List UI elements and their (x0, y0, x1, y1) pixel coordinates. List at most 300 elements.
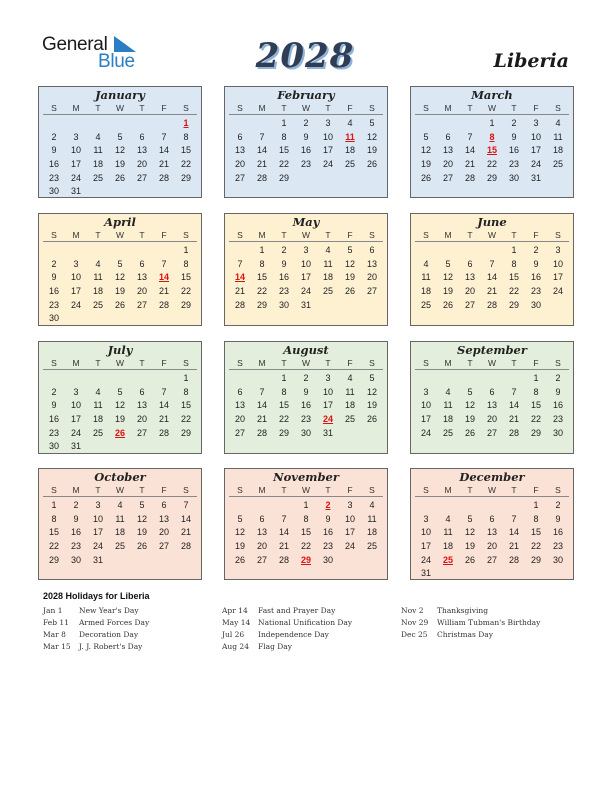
day-cell: 28 (158, 172, 169, 183)
weekday-header: S (361, 484, 383, 497)
day-cell: 2 (511, 118, 517, 128)
holiday-date: Aug 24 (222, 642, 249, 651)
weekday-header: W (295, 357, 317, 370)
day-cell: 11 (553, 131, 563, 142)
day-cell: 7 (281, 513, 287, 524)
holiday-date: Mar 8 (43, 630, 66, 639)
day-cell: 21 (234, 286, 245, 297)
day-cell: 9 (51, 145, 57, 156)
weekday-header: M (65, 484, 87, 497)
day-cell: 12 (366, 386, 377, 397)
day-cell: 15 (180, 272, 191, 283)
day-cell: 19 (442, 286, 453, 297)
holiday-item (222, 641, 352, 653)
weekday-header: T (503, 102, 525, 115)
empty-cell (65, 371, 87, 385)
month-name: January (95, 88, 145, 102)
day-cell: 9 (73, 513, 79, 524)
day-cell: 3 (347, 500, 353, 510)
day-cell: 19 (420, 159, 431, 170)
day-cell: 19 (366, 145, 377, 156)
day-cell: 25 (92, 427, 103, 438)
day-cell: 16 (322, 527, 333, 538)
day-cell: 22 (180, 159, 191, 170)
day-cell: 18 (552, 145, 563, 156)
day-cell: 6 (489, 386, 495, 397)
day-cell: 30 (552, 427, 563, 438)
month-name: July (107, 343, 133, 357)
day-cell: 30 (278, 299, 289, 310)
holiday-item (222, 629, 352, 641)
day-cell: 9 (325, 513, 331, 524)
weekday-header: S (175, 229, 197, 242)
weekday-header: S (415, 484, 437, 497)
day-cell: 12 (366, 131, 377, 142)
day-cell: 23 (322, 541, 333, 552)
empty-cell (153, 371, 175, 385)
month-name: February (277, 88, 335, 102)
day-cell: 9 (555, 386, 561, 397)
day-cell: 27 (234, 172, 245, 183)
weekday-header: F (339, 102, 361, 115)
weekday-header: M (251, 484, 273, 497)
day-cell: 3 (555, 245, 561, 255)
day-cell: 19 (136, 527, 147, 538)
day-cell: 20 (464, 286, 475, 297)
weekday-header: S (175, 357, 197, 370)
day-cell: 15 (530, 400, 541, 411)
holiday-day: 11 (345, 131, 355, 142)
day-cell: 8 (303, 513, 309, 524)
day-cell: 24 (420, 427, 431, 438)
day-cell: 24 (70, 427, 81, 438)
day-cell: 13 (136, 272, 147, 283)
day-cell: 11 (443, 400, 453, 411)
day-cell: 10 (70, 145, 81, 156)
month-name: November (273, 470, 339, 484)
month-may (224, 213, 388, 326)
day-cell: 2 (303, 373, 309, 383)
day-cell: 21 (256, 414, 267, 425)
day-cell: 1 (281, 373, 287, 383)
day-cell: 22 (300, 541, 311, 552)
day-cell: 24 (70, 172, 81, 183)
day-cell: 14 (180, 513, 191, 524)
day-cell: 5 (117, 386, 123, 397)
empty-cell (131, 243, 153, 257)
month-december (410, 468, 574, 580)
day-cell: 9 (303, 386, 309, 397)
weekday-header: F (525, 484, 547, 497)
day-cell: 3 (73, 386, 79, 397)
day-cell: 9 (281, 258, 287, 269)
day-cell: 27 (158, 541, 169, 552)
day-cell: 4 (347, 373, 353, 383)
day-cell: 25 (442, 427, 453, 438)
day-cell: 21 (158, 159, 169, 170)
month-april (38, 213, 202, 326)
holiday-column (43, 605, 149, 653)
weekday-header: W (295, 484, 317, 497)
day-cell: 21 (158, 286, 169, 297)
day-cell: 14 (508, 400, 519, 411)
holiday-name: Decoration Day (79, 630, 139, 639)
weekday-header: M (251, 102, 273, 115)
day-cell: 15 (508, 272, 519, 283)
weekday-header: F (339, 484, 361, 497)
day-cell: 6 (237, 131, 243, 142)
holiday-name: New Year's Day (79, 606, 139, 615)
weekday-header: S (229, 484, 251, 497)
day-cell: 26 (114, 172, 125, 183)
day-cell: 21 (158, 414, 169, 425)
day-cell: 23 (48, 427, 59, 438)
day-cell: 17 (70, 286, 81, 297)
day-cell: 27 (136, 427, 147, 438)
day-cell: 27 (136, 299, 147, 310)
day-cell: 21 (486, 286, 497, 297)
day-cell: 26 (420, 172, 431, 183)
weekday-header: F (153, 357, 175, 370)
day-cell: 27 (486, 554, 497, 565)
holiday-day: 29 (300, 554, 311, 565)
day-cell: 11 (93, 272, 103, 283)
empty-cell (251, 371, 273, 385)
empty-cell (251, 116, 273, 130)
day-cell: 17 (70, 414, 81, 425)
day-cell: 16 (552, 527, 563, 538)
day-cell: 18 (420, 286, 431, 297)
day-cell: 27 (464, 299, 475, 310)
empty-cell (87, 243, 109, 257)
day-cell: 23 (48, 172, 59, 183)
weekday-header: S (175, 484, 197, 497)
day-cell: 20 (136, 159, 147, 170)
holiday-name: Fast and Prayer Day (258, 606, 336, 615)
day-cell: 1 (533, 373, 539, 383)
empty-cell (415, 371, 437, 385)
weekday-header: F (525, 357, 547, 370)
weekday-header: T (87, 229, 109, 242)
day-cell: 22 (48, 541, 59, 552)
day-cell: 3 (423, 513, 429, 524)
day-cell: 6 (445, 131, 451, 142)
day-cell: 17 (322, 400, 333, 411)
day-cell: 28 (464, 172, 475, 183)
day-cell: 16 (300, 145, 311, 156)
holiday-date: Dec 25 (401, 630, 428, 639)
weekday-header: M (437, 484, 459, 497)
day-cell: 11 (345, 386, 355, 397)
day-cell: 29 (48, 554, 59, 565)
day-cell: 30 (530, 299, 541, 310)
day-cell: 8 (51, 513, 57, 524)
weekday-header: W (481, 484, 503, 497)
month-name: March (471, 88, 513, 102)
holiday-day: 25 (442, 554, 453, 565)
day-cell: 18 (92, 159, 103, 170)
day-cell: 19 (464, 541, 475, 552)
day-cell: 28 (158, 427, 169, 438)
day-cell: 16 (508, 145, 519, 156)
day-cell: 17 (420, 541, 431, 552)
day-cell: 20 (486, 541, 497, 552)
month-name: May (292, 215, 320, 229)
day-cell: 18 (442, 541, 453, 552)
day-cell: 7 (259, 386, 265, 397)
day-cell: 25 (92, 299, 103, 310)
day-cell: 4 (445, 513, 451, 524)
day-cell: 2 (303, 118, 309, 128)
holiday-name: Armed Forces Day (79, 618, 150, 627)
weekday-header: F (339, 357, 361, 370)
holiday-date: Apr 14 (222, 606, 248, 615)
month-august (224, 341, 388, 454)
day-cell: 14 (508, 527, 519, 538)
day-cell: 26 (366, 414, 377, 425)
day-cell: 10 (300, 258, 311, 269)
day-cell: 2 (555, 500, 561, 510)
day-cell: 7 (161, 386, 167, 397)
day-cell: 29 (486, 172, 497, 183)
day-cell: 4 (95, 131, 101, 142)
weekday-header: S (361, 229, 383, 242)
day-cell: 25 (366, 541, 377, 552)
weekday-header: T (273, 102, 295, 115)
weekday-header: W (109, 102, 131, 115)
day-cell: 31 (300, 299, 311, 310)
day-cell: 8 (281, 386, 287, 397)
empty-cell (437, 498, 459, 512)
month-name: June (477, 215, 507, 229)
holiday-date: Jul 26 (222, 630, 245, 639)
empty-cell (131, 116, 153, 130)
month-july (38, 341, 202, 454)
day-cell: 24 (300, 286, 311, 297)
day-cell: 8 (281, 131, 287, 142)
day-cell: 15 (530, 527, 541, 538)
holiday-name: J. J. Robert's Day (79, 642, 143, 651)
weekday-header: F (153, 229, 175, 242)
day-cell: 10 (322, 386, 333, 397)
day-cell: 14 (158, 145, 169, 156)
empty-cell (415, 498, 437, 512)
day-cell: 28 (486, 299, 497, 310)
day-cell: 21 (180, 527, 191, 538)
day-cell: 5 (369, 118, 375, 128)
day-cell: 14 (486, 272, 497, 283)
weekday-header: F (153, 484, 175, 497)
day-cell: 7 (259, 131, 265, 142)
holiday-date: Nov 2 (401, 606, 424, 615)
day-cell: 24 (552, 286, 563, 297)
day-cell: 26 (464, 427, 475, 438)
weekday-header: T (273, 484, 295, 497)
day-cell: 25 (322, 286, 333, 297)
day-cell: 5 (369, 373, 375, 383)
day-cell: 27 (442, 172, 453, 183)
holiday-day: 24 (322, 414, 333, 425)
weekday-header: T (273, 229, 295, 242)
weekday-header: M (437, 229, 459, 242)
empty-cell (87, 116, 109, 130)
weekday-header: T (131, 357, 153, 370)
day-cell: 28 (234, 299, 245, 310)
weekday-header: M (65, 357, 87, 370)
weekday-header: T (503, 229, 525, 242)
day-cell: 27 (366, 286, 377, 297)
holiday-day: 26 (114, 427, 125, 438)
day-cell: 13 (234, 145, 245, 156)
empty-cell (43, 371, 65, 385)
day-cell: 4 (117, 500, 123, 510)
holiday-item (222, 617, 352, 629)
day-cell: 17 (420, 414, 431, 425)
day-cell: 24 (70, 299, 81, 310)
empty-cell (65, 116, 87, 130)
day-cell: 16 (300, 400, 311, 411)
day-cell: 1 (183, 245, 189, 255)
empty-cell (229, 243, 251, 257)
day-cell: 31 (92, 554, 103, 565)
weekday-header: S (547, 102, 569, 115)
day-cell: 14 (278, 527, 289, 538)
day-cell: 15 (278, 400, 289, 411)
empty-cell (251, 498, 273, 512)
holiday-name: National Unification Day (258, 618, 353, 627)
day-cell: 21 (508, 541, 519, 552)
day-cell: 5 (117, 258, 123, 269)
weekday-header: M (251, 357, 273, 370)
day-cell: 5 (445, 258, 451, 269)
day-cell: 4 (423, 258, 429, 269)
weekday-header: S (361, 102, 383, 115)
day-cell: 18 (366, 527, 377, 538)
day-cell: 1 (511, 245, 517, 255)
day-cell: 3 (73, 258, 79, 269)
holidays-title: 2028 Holidays for Liberia (43, 591, 150, 601)
day-cell: 5 (423, 131, 429, 142)
day-cell: 26 (464, 554, 475, 565)
day-cell: 12 (114, 272, 125, 283)
day-cell: 2 (555, 373, 561, 383)
weekday-header: T (503, 484, 525, 497)
day-cell: 10 (420, 527, 431, 538)
day-cell: 22 (530, 541, 541, 552)
day-cell: 10 (322, 131, 333, 142)
weekday-header: S (547, 484, 569, 497)
day-cell: 24 (322, 159, 333, 170)
day-cell: 15 (180, 400, 191, 411)
weekday-header: T (503, 357, 525, 370)
day-cell: 30 (48, 186, 59, 197)
day-cell: 10 (70, 400, 81, 411)
weekday-header: T (131, 229, 153, 242)
day-cell: 11 (421, 272, 431, 283)
empty-cell (131, 371, 153, 385)
empty-cell (229, 116, 251, 130)
day-cell: 29 (530, 427, 541, 438)
day-cell: 1 (281, 118, 287, 128)
day-cell: 16 (48, 286, 59, 297)
weekday-header: S (43, 229, 65, 242)
day-cell: 31 (322, 427, 333, 438)
day-cell: 21 (508, 414, 519, 425)
weekday-header: T (87, 357, 109, 370)
day-cell: 8 (183, 131, 189, 142)
holiday-name: Independence Day (258, 630, 329, 639)
day-cell: 2 (51, 258, 57, 269)
day-cell: 2 (281, 245, 287, 255)
day-cell: 3 (95, 500, 101, 510)
day-cell: 17 (92, 527, 103, 538)
weekday-header: S (415, 357, 437, 370)
day-cell: 13 (464, 272, 475, 283)
day-cell: 2 (51, 386, 57, 397)
weekday-header: M (437, 102, 459, 115)
empty-cell (459, 371, 481, 385)
weekday-header: F (153, 102, 175, 115)
day-cell: 26 (344, 286, 355, 297)
day-cell: 10 (552, 258, 563, 269)
day-cell: 7 (237, 258, 243, 269)
holiday-day: 14 (234, 272, 245, 283)
day-cell: 15 (300, 527, 311, 538)
holiday-day: 1 (183, 118, 189, 128)
holiday-date: Mar 15 (43, 642, 71, 651)
day-cell: 24 (420, 554, 431, 565)
day-cell: 18 (114, 527, 125, 538)
day-cell: 23 (530, 286, 541, 297)
day-cell: 1 (259, 245, 265, 255)
empty-cell (153, 243, 175, 257)
holiday-item (401, 605, 540, 617)
day-cell: 22 (180, 414, 191, 425)
empty-cell (65, 243, 87, 257)
day-cell: 17 (300, 272, 311, 283)
day-cell: 26 (234, 554, 245, 565)
day-cell: 19 (114, 414, 125, 425)
day-cell: 19 (366, 400, 377, 411)
day-cell: 22 (486, 159, 497, 170)
empty-cell (437, 371, 459, 385)
month-september (410, 341, 574, 454)
day-cell: 19 (114, 286, 125, 297)
weekday-header: S (547, 229, 569, 242)
day-cell: 24 (344, 541, 355, 552)
day-cell: 28 (508, 427, 519, 438)
day-cell: 23 (552, 414, 563, 425)
day-cell: 23 (278, 286, 289, 297)
empty-cell (503, 498, 525, 512)
day-cell: 18 (322, 272, 333, 283)
day-cell: 22 (508, 286, 519, 297)
day-cell: 8 (533, 386, 539, 397)
day-cell: 4 (347, 118, 353, 128)
day-cell: 23 (48, 299, 59, 310)
day-cell: 7 (511, 513, 517, 524)
logo-triangle-icon (114, 36, 136, 52)
empty-cell (109, 116, 131, 130)
day-cell: 30 (48, 313, 59, 324)
weekday-header: T (317, 357, 339, 370)
day-cell: 1 (533, 500, 539, 510)
holiday-column (401, 605, 540, 641)
day-cell: 3 (423, 386, 429, 397)
day-cell: 22 (180, 286, 191, 297)
day-cell: 11 (115, 513, 125, 524)
day-cell: 4 (445, 386, 451, 397)
